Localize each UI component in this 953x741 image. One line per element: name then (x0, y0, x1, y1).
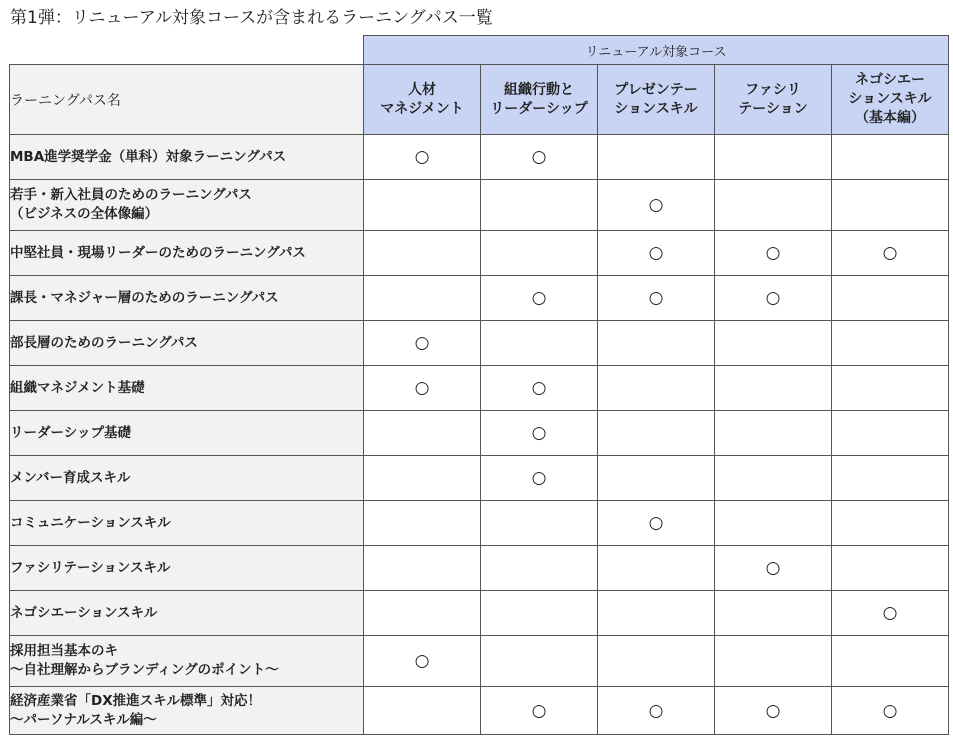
course-cell (598, 180, 715, 231)
circle-mark-icon: ○ (648, 243, 664, 263)
course-cell (598, 501, 715, 546)
circle-mark-icon: ○ (531, 288, 547, 308)
course-cell (715, 321, 832, 366)
course-cell (832, 687, 949, 735)
course-cell (715, 456, 832, 501)
course-cell (364, 687, 481, 735)
circle-mark-icon: ○ (531, 378, 547, 398)
table-row (10, 456, 949, 501)
circle-mark-icon: ○ (648, 195, 664, 215)
table-row (10, 276, 949, 321)
circle-mark-icon: ○ (882, 243, 898, 263)
learning-path-name: 若手・新入社員のためのラーニングパス （ビジネスの全体像編） (10, 180, 364, 231)
course-cell (715, 180, 832, 231)
table-row (10, 411, 949, 456)
column-header-facilitation: ファシリ テーション (715, 65, 832, 135)
course-cell (364, 276, 481, 321)
page-title: 第1弾：リニューアル対象コースが含まれるラーニングパス一覧 (10, 8, 493, 28)
circle-mark-icon: ○ (765, 700, 781, 721)
course-cell (598, 321, 715, 366)
circle-mark-icon: ○ (648, 513, 664, 533)
circle-mark-icon: ○ (648, 288, 664, 308)
circle-mark-icon: ○ (531, 423, 547, 443)
learning-path-table (9, 35, 949, 735)
course-cell (715, 276, 832, 321)
course-cell (832, 636, 949, 687)
circle-mark-icon: ○ (414, 333, 430, 353)
course-cell (832, 276, 949, 321)
learning-path-name: 部長層のためのラーニングパス (10, 321, 364, 366)
circle-mark-icon: ○ (531, 147, 547, 167)
course-cell (364, 411, 481, 456)
course-cell (481, 276, 598, 321)
course-cell (364, 456, 481, 501)
table-row (10, 180, 949, 231)
course-cell (481, 501, 598, 546)
course-cell (832, 180, 949, 231)
course-cell (481, 636, 598, 687)
course-cell (364, 135, 481, 180)
table-row (10, 591, 949, 636)
circle-mark-icon: ○ (882, 603, 898, 623)
course-cell (715, 687, 832, 735)
course-cell (832, 231, 949, 276)
circle-mark-icon: ○ (531, 468, 547, 488)
course-cell (481, 231, 598, 276)
table-row (10, 687, 949, 735)
learning-path-name: ネゴシエーションスキル (10, 591, 364, 636)
course-cell (481, 456, 598, 501)
learning-path-name: メンバー育成スキル (10, 456, 364, 501)
course-cell (832, 411, 949, 456)
course-cell (481, 321, 598, 366)
circle-mark-icon: ○ (765, 558, 781, 578)
circle-mark-icon: ○ (765, 243, 781, 263)
course-cell (832, 591, 949, 636)
course-cell (481, 546, 598, 591)
circle-mark-icon: ○ (414, 378, 430, 398)
course-cell (598, 135, 715, 180)
column-header-human-resource-management: 人材 マネジメント (364, 65, 481, 135)
course-cell (481, 687, 598, 735)
course-cell (364, 180, 481, 231)
circle-mark-icon: ○ (765, 288, 781, 308)
course-cell (481, 180, 598, 231)
learning-path-name: 中堅社員・現場リーダーのためのラーニングパス (10, 231, 364, 276)
group-header: リニューアル対象コース (364, 36, 949, 65)
course-cell (598, 276, 715, 321)
table-row (10, 231, 949, 276)
course-cell (481, 591, 598, 636)
circle-mark-icon: ○ (531, 700, 547, 721)
course-cell (481, 411, 598, 456)
learning-path-name: リーダーシップ基礎 (10, 411, 364, 456)
course-cell (364, 231, 481, 276)
course-cell (598, 636, 715, 687)
learning-path-name: 課長・マネジャー層のためのラーニングパス (10, 276, 364, 321)
learning-path-name: コミュニケーションスキル (10, 501, 364, 546)
course-cell (715, 591, 832, 636)
circle-mark-icon: ○ (882, 700, 898, 721)
course-cell (832, 135, 949, 180)
course-cell (364, 636, 481, 687)
course-cell (598, 546, 715, 591)
course-cell (364, 591, 481, 636)
course-cell (598, 366, 715, 411)
circle-mark-icon: ○ (414, 651, 430, 671)
circle-mark-icon: ○ (414, 147, 430, 167)
table-body (10, 135, 949, 735)
course-cell (715, 546, 832, 591)
table-row (10, 321, 949, 366)
course-cell (598, 687, 715, 735)
course-cell (598, 456, 715, 501)
table-row (10, 366, 949, 411)
learning-path-name: 組織マネジメント基礎 (10, 366, 364, 411)
course-cell (364, 501, 481, 546)
course-cell (364, 366, 481, 411)
table-row (10, 135, 949, 180)
table-row (10, 636, 949, 687)
course-cell (832, 546, 949, 591)
learning-path-name-header: ラーニングパス名 (10, 65, 364, 135)
course-cell (481, 135, 598, 180)
learning-path-name: MBA進学奨学金（単科）対象ラーニングパス (10, 135, 364, 180)
column-header-presentation-skills: プレゼンテー ションスキル (598, 65, 715, 135)
learning-path-name: ファシリテーションスキル (10, 546, 364, 591)
course-cell (832, 321, 949, 366)
course-cell (598, 591, 715, 636)
learning-path-name: 採用担当基本のキ ～自社理解からブランディングのポイント～ (10, 636, 364, 687)
course-cell (364, 321, 481, 366)
course-cell (715, 636, 832, 687)
table-row (10, 546, 949, 591)
column-header-negotiation-skills-basic: ネゴシエー ションスキル （基本編） (832, 65, 949, 135)
course-cell (832, 456, 949, 501)
course-cell (715, 501, 832, 546)
course-cell (715, 231, 832, 276)
course-cell (481, 366, 598, 411)
course-cell (832, 501, 949, 546)
corner-blank-cell (10, 36, 364, 65)
course-cell (598, 231, 715, 276)
course-cell (598, 411, 715, 456)
course-cell (832, 366, 949, 411)
course-cell (715, 135, 832, 180)
column-header-organizational-behavior-leadership: 組織行動と リーダーシップ (481, 65, 598, 135)
table-row (10, 501, 949, 546)
course-cell (364, 546, 481, 591)
circle-mark-icon: ○ (648, 700, 664, 721)
learning-path-name: 経済産業省「DX推進スキル標準」対応！ ～パーソナルスキル編～ (10, 687, 364, 735)
course-cell (715, 411, 832, 456)
course-cell (715, 366, 832, 411)
